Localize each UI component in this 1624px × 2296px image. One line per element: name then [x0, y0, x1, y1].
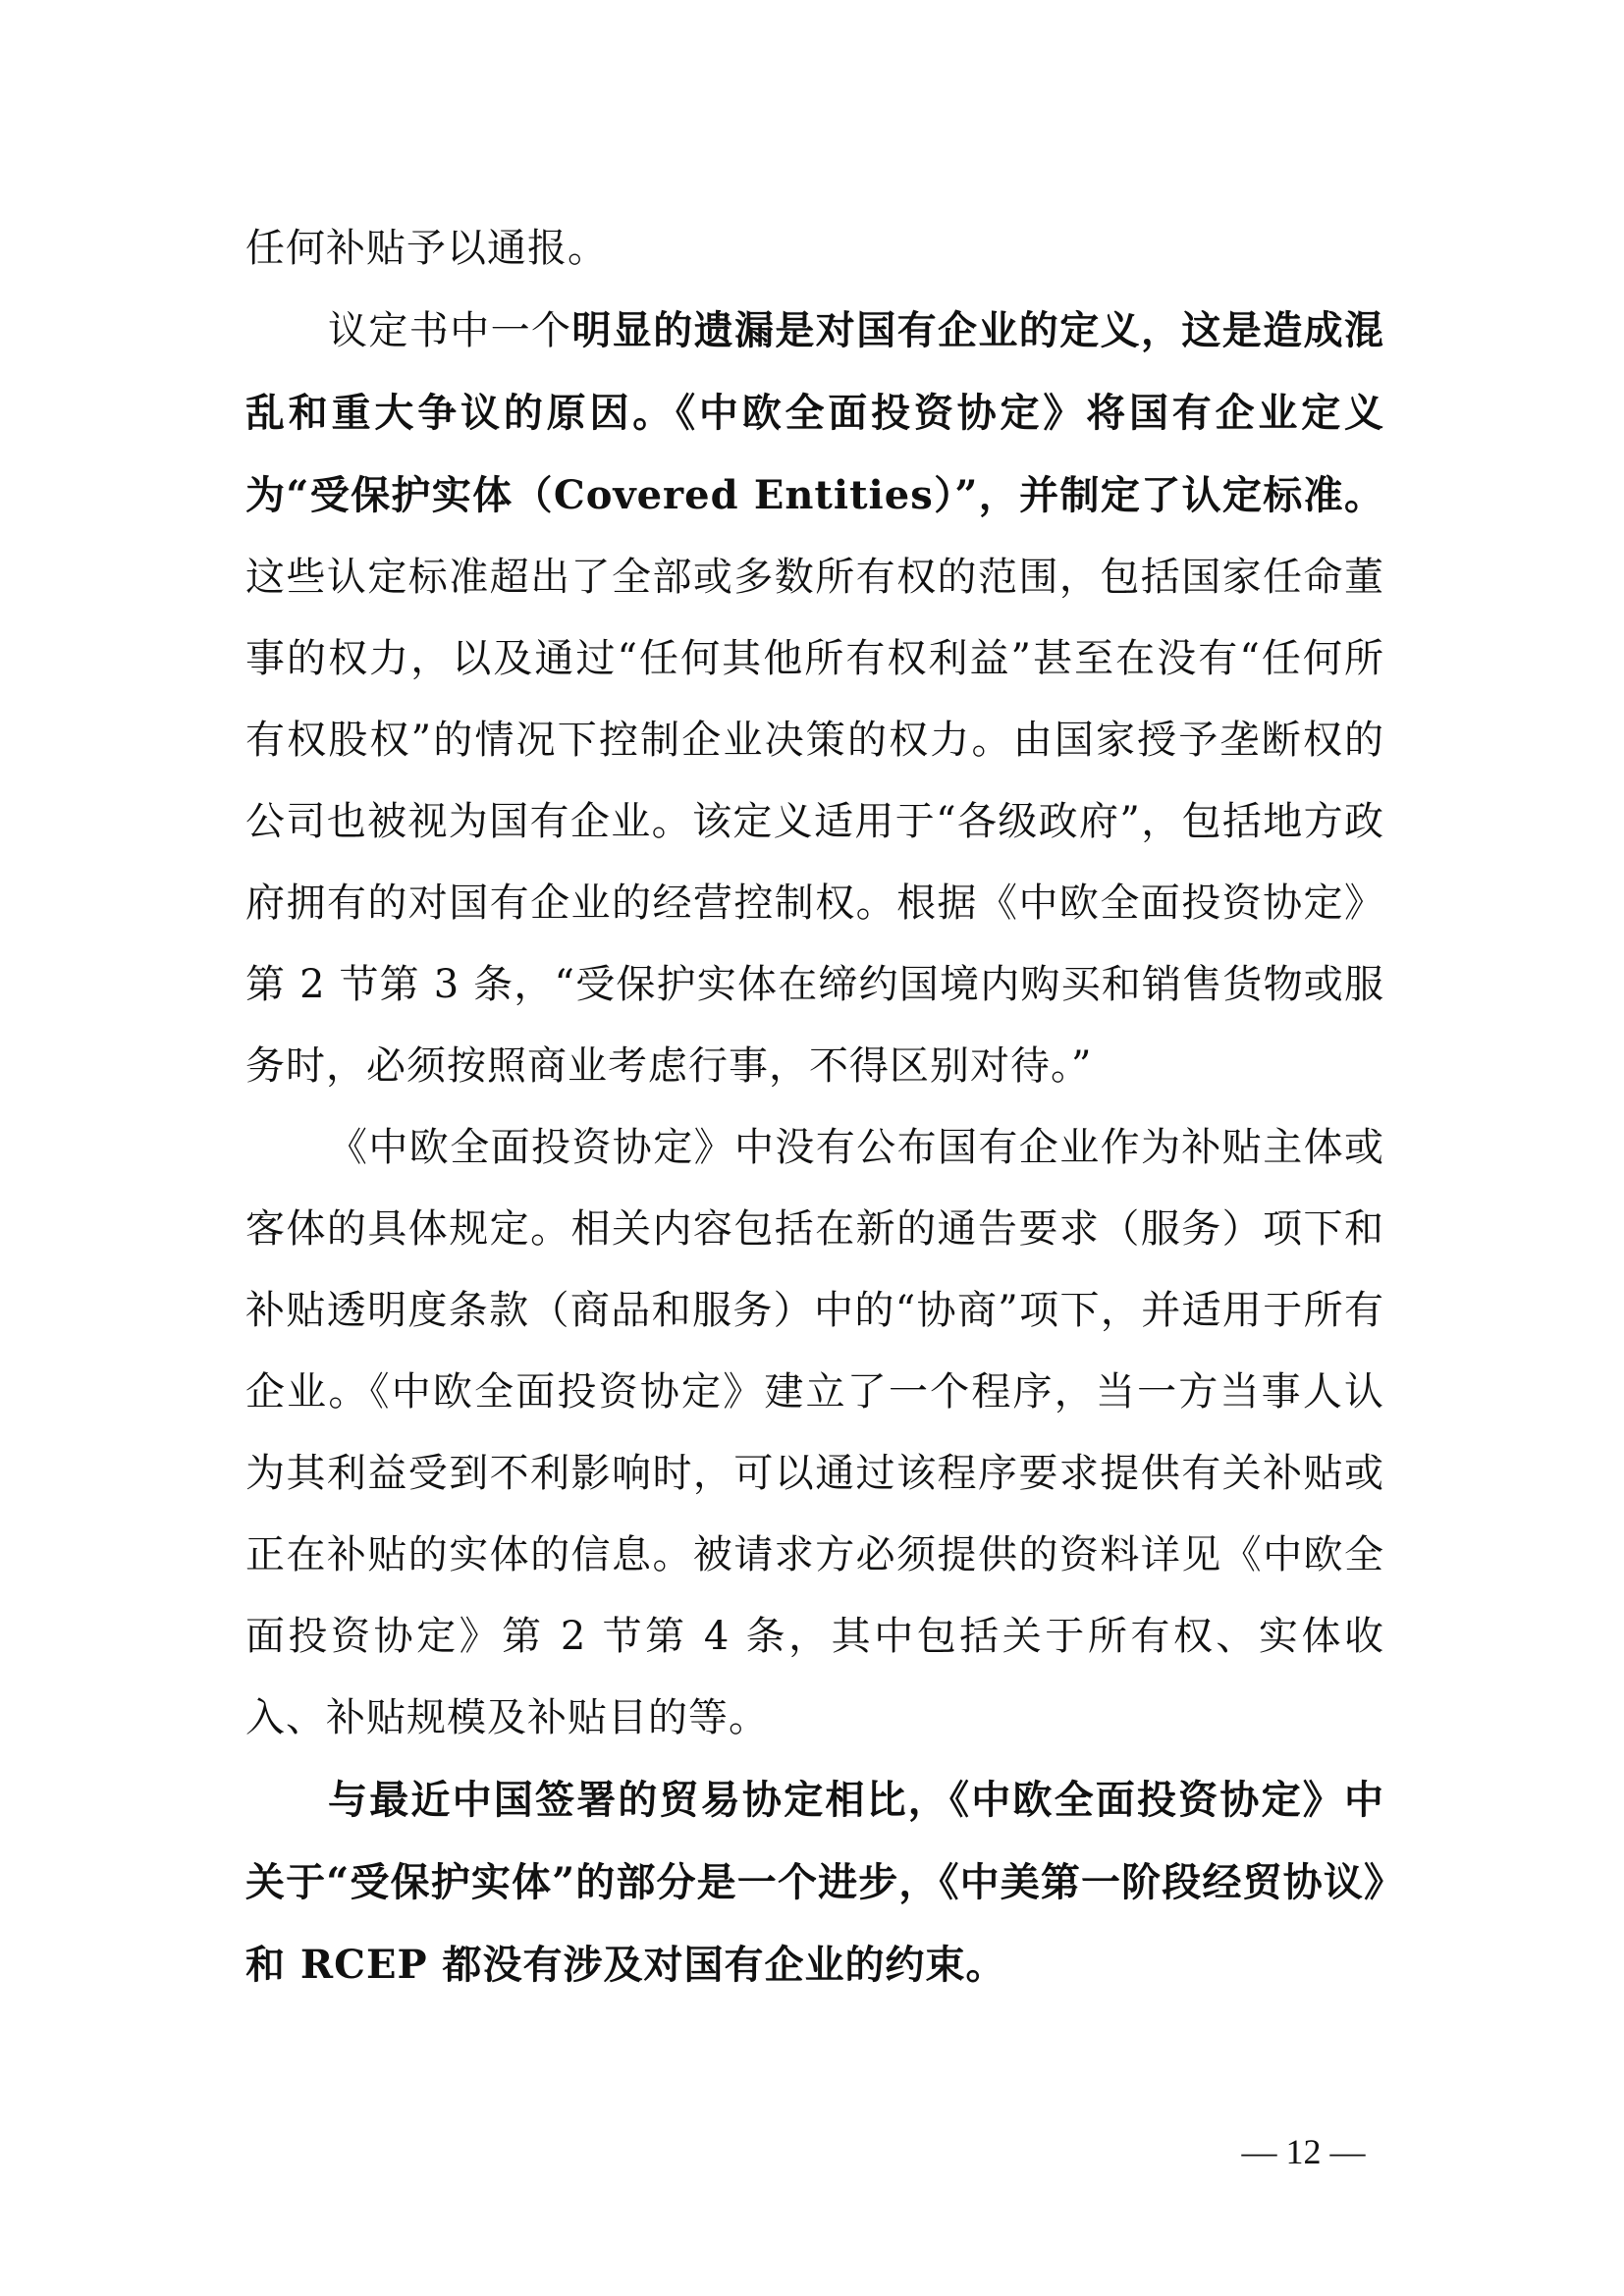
- text-run: 《中欧全面投资协定》中没有公布国有企业作为补贴主体或客体的具体规定。相关内容包括在新的通告要求（服务）项下和补贴透明度条款（商品和服务）中的“协商”项下，并适用于所有企业。《中欧全面投资协定》建立了一个程序，当一方当事人认为其利益受到不利影响时，可以通过该程序要求提供有关补贴或正在补贴的实体的信息。被请求方必须提供的资料详见《中欧全面投资协定》第 2 节第 4 条，其中包括关于所有权、实体收入、补贴规模及补贴目的等。: [245, 1125, 1384, 1740]
- body-text: [245, 208, 1384, 2006]
- paragraph-continuation: [245, 208, 1384, 290]
- paragraph-soe-definition: [245, 290, 1384, 1107]
- paragraph-comparison: [245, 1759, 1384, 2006]
- bold-text-run: 明显的遗漏是对国有企业的定义，这是造成混乱和重大争议的原因。《中欧全面投资协定》将国有企业定义为“受保护实体（Covered Entities）”，并制定了认定标准。: [245, 307, 1385, 518]
- text-run: 议定书中一个: [328, 308, 572, 353]
- page-number: — 12 —: [1241, 2132, 1366, 2171]
- paragraph-subsidy-provisions: [245, 1107, 1384, 1759]
- text-run: 任何补贴予以通报。: [245, 226, 608, 271]
- bold-text-run: 与最近中国签署的贸易协定相比，《中欧全面投资协定》中关于“受保护实体”的部分是一个进步，《中美第一阶段经贸协议》和 RCEP 都没有涉及对国有企业的约束。: [245, 1777, 1384, 1988]
- text-run: 这些认定标准超出了全部或多数所有权的范围，包括国家任命董事的权力，以及通过“任何其他所有权利益”甚至在没有“任何所有权股权”的情况下控制企业决策的权力。由国家授予垄断权的公司也被视为国有企业。该定义适用于“各级政府”，包括地方政府拥有的对国有企业的经营控制权。根据《中欧全面投资协定》第 2 节第 3 条，“受保护实体在缔约国境内购买和销售货物或服务时，必须按照商业考虑行事，不得区别对待。”: [245, 555, 1384, 1089]
